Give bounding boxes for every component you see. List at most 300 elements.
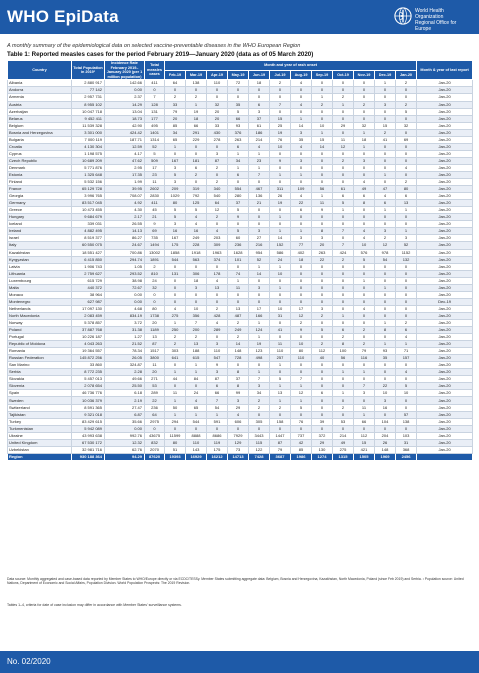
table-cell: 39.95 [105, 186, 145, 193]
table-cell: 6 [249, 101, 270, 108]
table-cell: 6.87 [105, 411, 145, 418]
table-cell: Jan-20 [417, 411, 473, 418]
table-cell: Jan-20 [417, 334, 473, 341]
table-cell: 563 [186, 256, 207, 263]
table-cell: 14 [228, 341, 249, 348]
table-cell: 4 [354, 179, 375, 186]
table-cell: 0 [186, 263, 207, 270]
table-cell: 0 [186, 179, 207, 186]
table-cell: 3 [207, 369, 228, 376]
table-row [8, 235, 473, 242]
table-row [8, 94, 473, 101]
table-cell: 10 [396, 390, 417, 397]
org-line: World Health [415, 8, 444, 14]
table-cell: 12.32 [105, 439, 145, 446]
table-cell: 0 [228, 179, 249, 186]
table-cell: 24.67 [105, 242, 145, 249]
table-cell: 35.66 [105, 418, 145, 425]
table-cell: 0 [291, 369, 312, 376]
table-cell: 275 [165, 312, 186, 319]
table-row [8, 87, 473, 94]
table-cell: 2 [270, 404, 291, 411]
country-cell: Sweden [8, 397, 72, 404]
table-cell: 0 [291, 284, 312, 291]
table-cell: 9 452 411 [72, 115, 105, 122]
table-cell: 51 [165, 446, 186, 453]
table-cell: 0 [270, 425, 291, 432]
table-row [8, 193, 473, 200]
table-cell: 280 [228, 193, 249, 200]
table-cell: 0 [249, 291, 270, 298]
table-cell: 2 [207, 164, 228, 171]
table-cell: 41 [375, 136, 396, 143]
table-cell: 167 [165, 235, 186, 242]
col-header-population: Total Population in 2019¹ [72, 61, 105, 80]
table-cell: 0 [228, 298, 249, 305]
table-cell: 0 [375, 263, 396, 270]
table-cell: 4 [186, 214, 207, 221]
table-cell: 33 [165, 101, 186, 108]
table-cell: 0 [249, 277, 270, 284]
tables-criteria-note: Tables 1–4, criteria for date of case inclusion may differ in accordance with Member States’ surveillance systems. [7, 603, 182, 607]
table-cell: 3 [375, 397, 396, 404]
table-cell: 1 [375, 171, 396, 178]
table-cell: 22 [312, 256, 333, 263]
table-cell: 2.17 [105, 214, 145, 221]
table-cell: 1 [186, 369, 207, 376]
table-row [8, 418, 473, 425]
country-cell: Armenia [8, 94, 72, 101]
table-cell: 1 [312, 193, 333, 200]
table-cell: 1 [375, 341, 396, 348]
table-cell: 203 [207, 235, 228, 242]
table-cell: Jan-20 [417, 249, 473, 256]
table-cell: 11 [165, 390, 186, 397]
table-cell: 1 [270, 284, 291, 291]
table-cell: 14 [291, 122, 312, 129]
table-cell: 0 [312, 284, 333, 291]
table-cell: 5 [145, 150, 165, 157]
table-cell: 0 [396, 270, 417, 277]
country-cell: Estonia [8, 171, 72, 178]
table-cell: 13 [228, 305, 249, 312]
table-cell: 54 [375, 256, 396, 263]
table-cell: 306 [186, 270, 207, 277]
table-cell: 2 [396, 80, 417, 87]
table-row [8, 270, 473, 277]
table-cell: 0 [354, 80, 375, 87]
table-cell: 0 [270, 277, 291, 284]
table-cell: 4.92 [105, 200, 145, 207]
table-cell: 6 [291, 207, 312, 214]
table-cell: 0 [354, 425, 375, 432]
table-cell: 0 [312, 263, 333, 270]
table-cell: 0 [396, 404, 417, 411]
table-cell: 2 [186, 334, 207, 341]
table-cell: 2 [270, 80, 291, 87]
table-cell: 0 [228, 87, 249, 94]
table-cell: 1 [291, 171, 312, 178]
table-cell: 7 [291, 376, 312, 383]
table-cell: 0 [228, 425, 249, 432]
table-cell: 0 [354, 334, 375, 341]
table-cell: 0 [375, 291, 396, 298]
table-cell: 35 [291, 136, 312, 143]
table-cell: 65 129 728 [72, 186, 105, 193]
table-cell: 5 [291, 404, 312, 411]
table-cell: 2 [396, 319, 417, 326]
table-cell: Jan-20 [417, 369, 473, 376]
table-cell: 0 [396, 298, 417, 305]
country-cell: Montenegro [8, 298, 72, 305]
table-cell: 37 887 768 [72, 327, 105, 334]
table-cell: 93 [228, 122, 249, 129]
table-cell: 1 [165, 319, 186, 326]
table-cell: 1 [186, 362, 207, 369]
table-cell: 2 [333, 157, 354, 164]
total-cell: Region [8, 453, 72, 461]
table-cell: 3 [396, 235, 417, 242]
table-row [8, 432, 473, 439]
table-cell: 735 [145, 235, 165, 242]
table-cell: Jan-20 [417, 305, 473, 312]
table-cell: 0 [249, 207, 270, 214]
country-cell: Greece [8, 207, 72, 214]
table-cell: 2 [333, 256, 354, 263]
total-cell: 2456 [396, 453, 417, 461]
table-cell: Jan-20 [417, 425, 473, 432]
table-cell: 0 [249, 411, 270, 418]
table-cell: 209 [165, 186, 186, 193]
footer-bar [0, 651, 479, 673]
table-cell: Jan-20 [417, 157, 473, 164]
table-cell: 0 [270, 221, 291, 228]
table-cell: 1 [291, 228, 312, 235]
table-cell: 547 [207, 355, 228, 362]
table-row [8, 101, 473, 108]
col-header-month: Aug-19 [291, 71, 312, 80]
table-cell: 5 [270, 376, 291, 383]
who-emblem-icon [394, 7, 412, 25]
country-cell: Georgia [8, 193, 72, 200]
table-row [8, 376, 473, 383]
table-cell: 0 [333, 263, 354, 270]
table-cell: 554 [228, 186, 249, 193]
table-row [8, 369, 473, 376]
table-cell: 42 [291, 439, 312, 446]
table-cell: Jan-20 [417, 348, 473, 355]
table-cell: 8 [375, 327, 396, 334]
table-cell: 56 [312, 186, 333, 193]
total-cell: 1969 [375, 453, 396, 461]
country-cell: Slovakia [8, 376, 72, 383]
table-cell: 0 [249, 298, 270, 305]
country-cell: Belarus [8, 115, 72, 122]
table-cell: 411 [145, 200, 165, 207]
table-cell: 1.99 [105, 179, 145, 186]
table-cell: 0 [145, 87, 165, 94]
table-cell: 12 [291, 312, 312, 319]
table-cell: 52 [249, 256, 270, 263]
table-cell: 8 [312, 228, 333, 235]
table-cell: 9 [145, 221, 165, 228]
table-cell: 2 [228, 319, 249, 326]
table-cell: 8 [354, 200, 375, 207]
country-cell: Belgium [8, 122, 72, 129]
table-cell: 138 [396, 418, 417, 425]
table-row [8, 228, 473, 235]
table-cell: 1 [291, 115, 312, 122]
table-cell: 0 [291, 425, 312, 432]
table-cell: 2 880 917 [72, 80, 105, 87]
table-cell: 5 [165, 207, 186, 214]
table-cell: 2 [186, 94, 207, 101]
table-cell: 10 036 379 [72, 397, 105, 404]
table-row [8, 122, 473, 129]
table-cell: 110 [207, 80, 228, 87]
table-cell: 0 [165, 277, 186, 284]
table-row [8, 355, 473, 362]
table-cell: 0 [249, 94, 270, 101]
col-header-month: Jun-19 [249, 71, 270, 80]
table-cell: 2602 [145, 186, 165, 193]
country-cell: Uzbekistan [8, 446, 72, 453]
table-row [8, 348, 473, 355]
table-cell: 1 [165, 411, 186, 418]
table-cell: 9 [270, 157, 291, 164]
table-row [8, 179, 473, 186]
table-cell: Jan-20 [417, 327, 473, 334]
table-cell: 2 [207, 305, 228, 312]
table-cell: 16 [165, 228, 186, 235]
table-cell: 1 [333, 312, 354, 319]
table-cell: Jan-20 [417, 397, 473, 404]
table-cell: 0 [270, 411, 291, 418]
table-cell: 11 [312, 200, 333, 207]
table-cell: 606 [228, 418, 249, 425]
table-cell: 10 [270, 305, 291, 312]
table-cell: 145 872 256 [72, 355, 105, 362]
table-cell: 0 [354, 291, 375, 298]
table-cell: 0 [354, 298, 375, 305]
table-cell: 57 [396, 411, 417, 418]
table-cell: 37 [228, 200, 249, 207]
table-cell: 12 [375, 242, 396, 249]
table-cell: 0 [270, 87, 291, 94]
table-cell: 11 [270, 341, 291, 348]
table-cell: 104 [375, 418, 396, 425]
table-cell: 0 [207, 87, 228, 94]
table-cell: 3 301 000 [72, 129, 105, 136]
table-cell: 0 [396, 263, 417, 270]
table-cell: 0 [333, 129, 354, 136]
table-cell: 4 130 304 [72, 143, 105, 150]
table-cell: 544 [186, 418, 207, 425]
table-cell: 0 [333, 80, 354, 87]
table-cell: Jan-20 [417, 164, 473, 171]
table-cell: 0 [396, 214, 417, 221]
table-cell: 10 [270, 143, 291, 150]
table-cell: 10 [375, 390, 396, 397]
table-cell: 0 [396, 150, 417, 157]
table-cell: 1 [270, 383, 291, 390]
table-cell: 0 [207, 221, 228, 228]
table-cell: 13 [207, 284, 228, 291]
table-cell: 85 [165, 122, 186, 129]
table-cell: 340 [207, 186, 228, 193]
table-cell: 33 [207, 122, 228, 129]
table-cell: 15 [270, 115, 291, 122]
table-cell: 2975 [145, 418, 165, 425]
table-cell: 142.66 [105, 80, 145, 87]
table-cell: 37 [249, 115, 270, 122]
table-cell: 78.34 [105, 348, 145, 355]
table-cell: 12.59 [105, 143, 145, 150]
table-cell: 26 [270, 193, 291, 200]
table-cell: 0 [333, 270, 354, 277]
table-cell: 143 [186, 446, 207, 453]
table-cell: 26 [375, 439, 396, 446]
table-cell: 1 [291, 383, 312, 390]
table-cell: 12 [207, 207, 228, 214]
table-cell: 73 [228, 446, 249, 453]
table-cell: 257 [270, 355, 291, 362]
country-cell: Bosnia and Herzegovina [8, 129, 72, 136]
table-row [8, 446, 473, 453]
col-header-month: Jul-19 [270, 71, 291, 80]
table-row [8, 397, 473, 404]
table-cell: 0 [312, 369, 333, 376]
table-cell: 0 [312, 425, 333, 432]
table-cell: 291 [186, 129, 207, 136]
table-cell: 6 415 850 [72, 256, 105, 263]
table-cell: Jan-20 [417, 277, 473, 284]
table-cell: 0 [333, 179, 354, 186]
table-cell: 181 [186, 157, 207, 164]
total-cell: 1505 [354, 453, 375, 461]
table-cell: 236 [228, 242, 249, 249]
table-cell: 4 [396, 334, 417, 341]
table-cell: 1 [396, 228, 417, 235]
table-cell: 3800 [145, 355, 165, 362]
table-cell: 1738 [145, 312, 165, 319]
table-cell: 0 [396, 87, 417, 94]
table-cell: 263 [312, 249, 333, 256]
table-cell: 1494 [145, 242, 165, 249]
table-cell: 0 [312, 383, 333, 390]
table-cell: 46 736 776 [72, 390, 105, 397]
table-row [8, 362, 473, 369]
table-cell: Jan-20 [417, 242, 473, 249]
table-cell: 71 [396, 348, 417, 355]
table-cell: 1 [249, 369, 270, 376]
table-cell: 0 [291, 263, 312, 270]
table-cell: 148 [375, 446, 396, 453]
col-header-month: Nov-19 [354, 71, 375, 80]
table-cell: 20 [145, 319, 165, 326]
total-cell: 1274 [312, 453, 333, 461]
table-cell: 18.73 [105, 115, 145, 122]
table-cell: 3 [354, 157, 375, 164]
table-cell: 43 993 638 [72, 432, 105, 439]
table-cell: 0 [312, 298, 333, 305]
issue-number: No. 02/2020 [7, 657, 51, 666]
country-cell: Malta [8, 284, 72, 291]
table-cell: 5 [354, 256, 375, 263]
table-cell: 80 [291, 348, 312, 355]
table-cell: 56 [333, 355, 354, 362]
table-cell: 992.76 [105, 432, 145, 439]
table-cell: 0 [312, 270, 333, 277]
table-cell: 1 [165, 397, 186, 404]
table-cell: 0 [333, 214, 354, 221]
table-cell: 148 [228, 348, 249, 355]
table-cell: 1 [333, 207, 354, 214]
table-cell: 17 [249, 305, 270, 312]
table-cell: 0 [396, 94, 417, 101]
table-cell: 49.66 [105, 376, 145, 383]
table-cell: 4 [207, 277, 228, 284]
col-header-month-group: Month and year of rash onset [165, 61, 417, 71]
table-cell: 0 [333, 284, 354, 291]
country-cell: Bulgaria [8, 136, 72, 143]
country-cell: San Marino [8, 362, 72, 369]
table-cell: Jan-20 [417, 80, 473, 87]
table-cell: 131 [165, 270, 186, 277]
table-cell: 116 [354, 355, 375, 362]
table-cell: 0 [312, 404, 333, 411]
country-cell: Turkey [8, 418, 72, 425]
table-row [8, 298, 473, 305]
table-cell: 0 [375, 277, 396, 284]
table-cell: 5 [228, 228, 249, 235]
table-cell: 110 [270, 348, 291, 355]
table-cell: 249 [186, 235, 207, 242]
table-cell: 309 [207, 242, 228, 249]
table-cell: 2 [333, 94, 354, 101]
table-cell: 2 [186, 171, 207, 178]
table-cell: 0 [396, 129, 417, 136]
table-cell: 69 [145, 228, 165, 235]
country-cell: Spain [8, 390, 72, 397]
table-cell: 3 [249, 108, 270, 115]
table-cell: 1858 [165, 249, 186, 256]
table-cell: 0 [207, 291, 228, 298]
table-cell: Jan-20 [417, 221, 473, 228]
table-cell: 5 [165, 171, 186, 178]
table-cell: 4.30 [105, 207, 145, 214]
table-cell: 11 [228, 284, 249, 291]
table-cell: 0 [333, 305, 354, 312]
table-cell: 0 [270, 291, 291, 298]
table-cell: 0 [333, 221, 354, 228]
table-cell: 6.18 [105, 390, 145, 397]
table-cell: 1 [312, 129, 333, 136]
table-cell: 77 142 [72, 87, 105, 94]
total-cell: 19393 [165, 453, 186, 461]
table-cell: 186 [249, 129, 270, 136]
table-cell: 1 [249, 319, 270, 326]
table-cell: 278 [207, 136, 228, 143]
table-cell: 0 [333, 319, 354, 326]
table-cell: 80 [145, 305, 165, 312]
table-cell: 402 [291, 249, 312, 256]
org-line: Organization [415, 14, 444, 20]
table-cell: 1029 [165, 193, 186, 200]
table-cell: 0 [207, 425, 228, 432]
table-cell: Jan-20 [417, 383, 473, 390]
table-cell: 5 [228, 108, 249, 115]
